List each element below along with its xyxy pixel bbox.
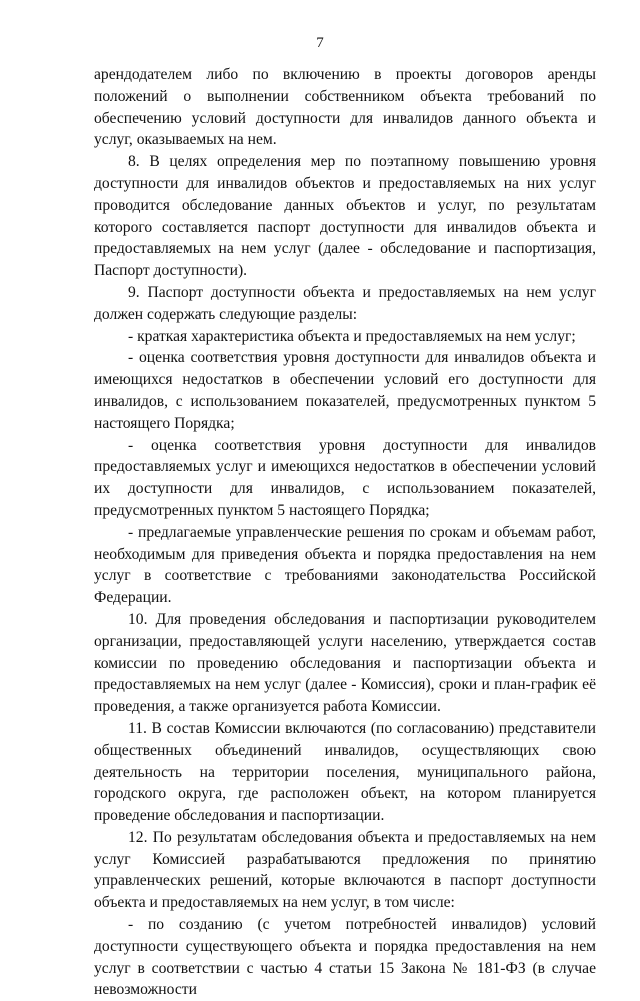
- paragraph-12-item-1: - по созданию (с учетом потребностей инвалидов) условий доступности существующего объекта и порядка предоставления на нем услуг в соответствии с частью 4 статьи 15 Закона № 181-ФЗ (в случае невозможности: [94, 916, 596, 999]
- paragraph-9-item-4: - предлагаемые управленческие решения по срокам и объемам работ, необходимым для приведения объекта и порядка предоставления на нем услуг в соответствие с требованиями законодательства Российской Федерации.: [94, 523, 596, 607]
- paragraph-8: 8. В целях определения мер по поэтапному повышению уровня доступности для инвалидов объектов и предоставляемых на них услуг проводится обследование данных объектов и услуг, по результатам которого составляется паспорт доступности для инвалидов объекта и предоставляемых на нем услуг (далее - обследование и паспортизация, Паспорт доступности).: [94, 153, 596, 280]
- paragraph-9-item-2: - оценка соответствия уровня доступности для инвалидов объекта и имеющихся недостатков в обеспечении условий его доступности для инвалидов, с использованием показателей, предусмотренных пунктом 5 настоящего Порядка;: [94, 349, 596, 432]
- paragraph-9: 9. Паспорт доступности объекта и предоставляемых на нем услуг должен содержать следующие разделы:: [94, 283, 596, 323]
- paragraph-12: 12. По результатам обследования объекта и предоставляемых на нем услуг Комиссией разрабатываются предложения по принятию управленческих решений, которые включаются в паспорт доступности объекта и предоставляемых на нем услуг, в том числе:: [94, 828, 596, 912]
- page-number: 7: [316, 35, 324, 51]
- paragraph-9-item-3: - оценка соответствия уровня доступности для инвалидов предоставляемых услуг и имеющихся недостатков в обеспечении условий их доступности для инвалидов, с использованием показателей, предусмотренных пунктом 5 настоящего Порядка;: [94, 436, 596, 519]
- paragraph-11: 11. В состав Комиссии включаются (по согласованию) представители общественных объединений инвалидов, осуществляющих свою деятельность на территории поселения, муниципального района, городского округа, где расположен объект, на котором планируется проведение обследования и паспортизации.: [94, 719, 596, 825]
- paragraph-continuation: арендодателем либо по включению в проекты договоров аренды положений о выполнении собственником объекта требований по обеспечению условий доступности для инвалидов данного объекта и услуг, оказываемых на нем.: [94, 66, 596, 149]
- paragraph-9-item-1: - краткая характеристика объекта и предоставляемых на нем услуг;: [128, 327, 576, 345]
- paragraph-10: 10. Для проведения обследования и паспортизации руководителем организации, предоставляющей услуги населению, утверждается состав комиссии по проведению обследования и паспортизации объекта и предоставляемых на нем услуг (далее - Комиссия), сроки и план-график её проведения, а также организуется работа Комиссии.: [94, 610, 596, 716]
- document-body: [94, 64, 596, 1001]
